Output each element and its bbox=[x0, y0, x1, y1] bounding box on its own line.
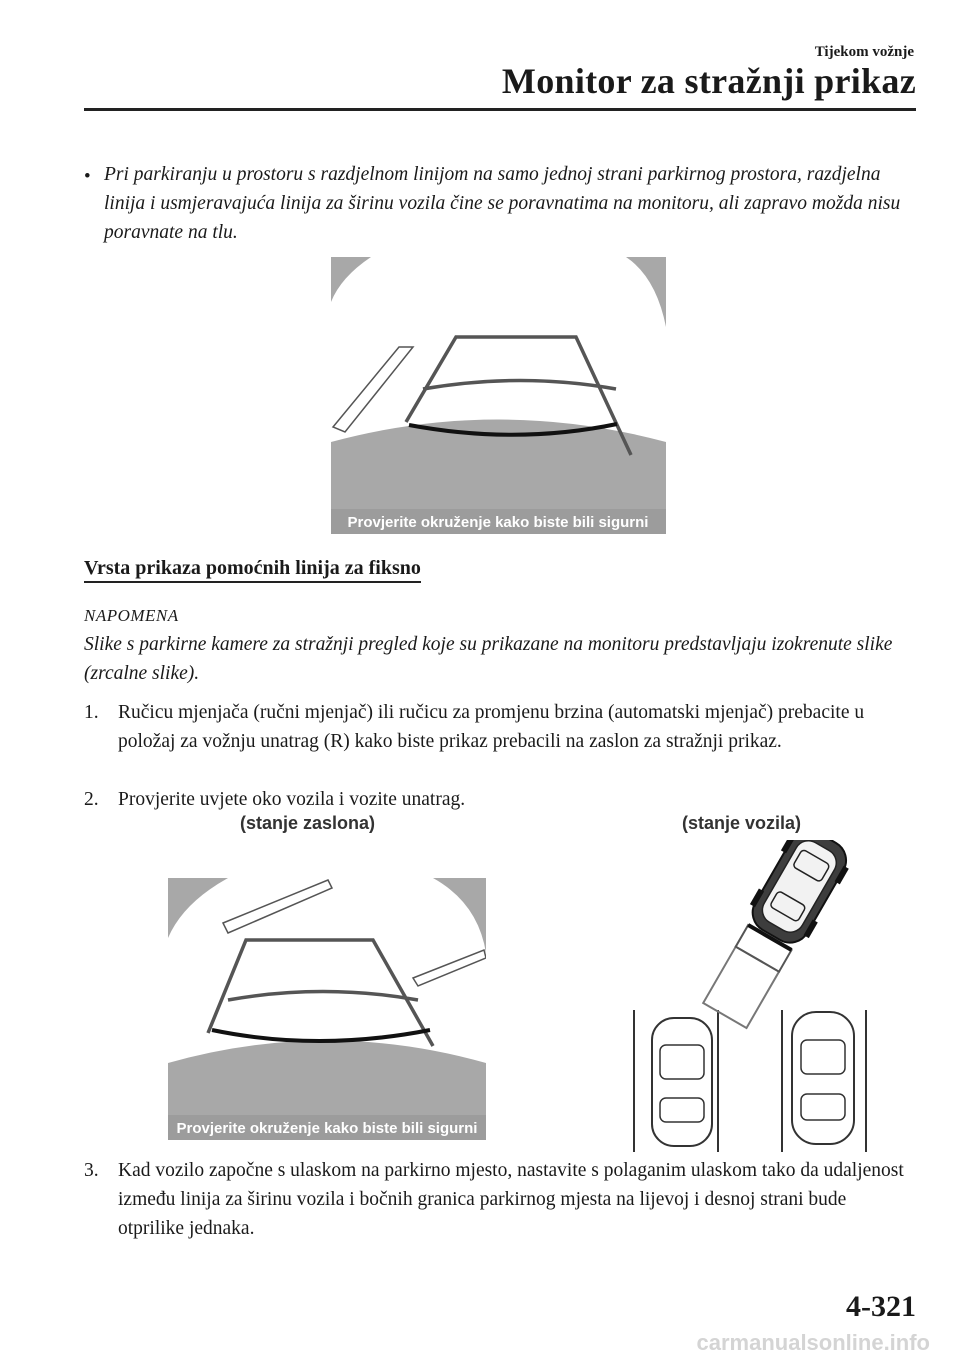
step-text: Kad vozilo započne s ulaskom na parkirno mjesto, nastavite s polaganim ulaskom tako da udaljenost između linija za širinu vozila i bočnih granica parkirnog mjesta na lijevoj i desnoj strani bude otprilike jednaka. bbox=[118, 1160, 904, 1239]
note-text: Slike s parkirne kamere za stražnji pregled koje su prikazane na monitoru predstavljaju izokrenute slike (zrcalne slike). bbox=[84, 634, 893, 684]
page-title: Monitor za stražnji prikaz bbox=[501, 61, 916, 101]
subheading: Vrsta prikaza pomoćnih linija za fiksno bbox=[84, 557, 421, 583]
rear-camera-screen-figure-bottom bbox=[168, 878, 486, 1140]
rear-camera-screen-figure-top bbox=[331, 257, 666, 534]
warning-text: Provjerite okruženje kako biste bili sigurni bbox=[347, 514, 649, 531]
step-3 bbox=[84, 1156, 916, 1243]
step-1 bbox=[84, 698, 916, 756]
caption-screen-state: (stanje zaslona) bbox=[240, 813, 376, 833]
watermark: carmanualsonline.info bbox=[696, 1330, 930, 1355]
bullet-paragraph: Pri parkiranju u prostoru s razdjelnom linijom na samo jednoj strani parkirnog prostora, razdjelna linija i usmjeravajuća linija za širinu vozila čine se poravnatima na monitoru, ali zapravo možda nisu poravnate na tlu. bbox=[104, 164, 901, 243]
parked-car-right bbox=[792, 1012, 854, 1144]
page-number: 4-321 bbox=[846, 1290, 916, 1323]
vehicle-state-diagram bbox=[620, 840, 870, 1152]
warning-text: Provjerite okruženje kako biste bili sigurni bbox=[176, 1120, 478, 1137]
bullet-marker: • bbox=[84, 166, 91, 187]
section-label: Tijekom vožnje bbox=[814, 44, 914, 60]
step-text: Provjerite uvjete oko vozila i vozite unatrag. bbox=[118, 789, 466, 810]
step-number: 3. bbox=[84, 1160, 99, 1181]
step-2 bbox=[84, 785, 916, 814]
step-number: 1. bbox=[84, 702, 99, 723]
step-number: 2. bbox=[84, 789, 99, 810]
parked-car-left bbox=[652, 1018, 712, 1146]
note-label: NAPOMENA bbox=[84, 606, 179, 625]
caption-vehicle-state: (stanje vozila) bbox=[682, 813, 802, 833]
step-text: Ručicu mjenjača (ručni mjenjač) ili ručicu za promjenu brzina (automatski mjenjač) prebacite u položaj za vožnju unatrag (R) kako biste prikaz prebacili na zaslon za stražnji prikaz. bbox=[118, 702, 865, 752]
reversing-car bbox=[695, 840, 856, 1032]
guide-zone-far bbox=[703, 947, 779, 1028]
header-divider bbox=[84, 108, 916, 111]
